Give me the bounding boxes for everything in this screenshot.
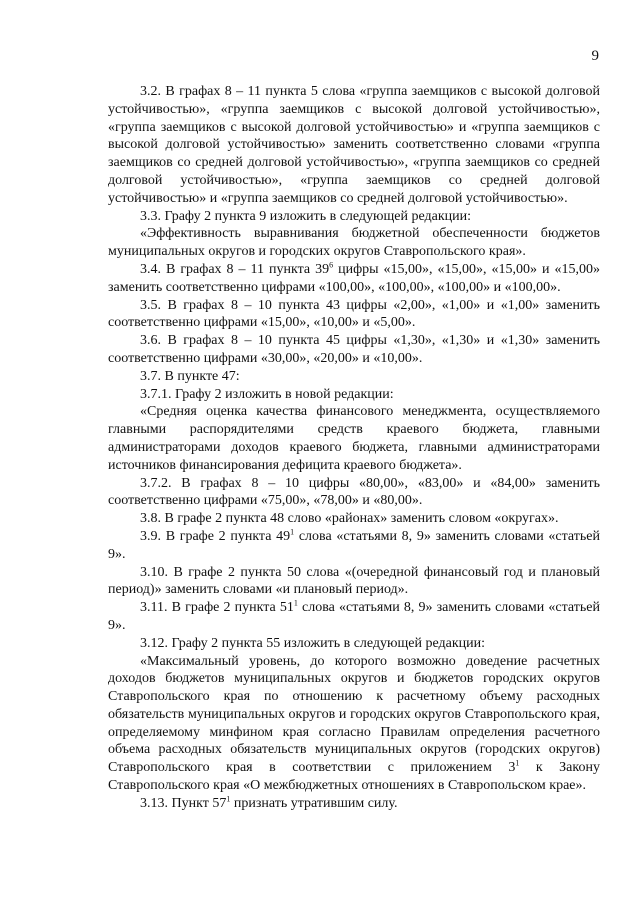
- paragraph-3-8: [108, 510, 600, 528]
- superscript: 1: [515, 758, 520, 768]
- paragraph-3-3: [108, 208, 600, 226]
- paragraph-3-12: [108, 635, 600, 653]
- document-body: [108, 83, 600, 813]
- paragraph-text: слова «статьями 8, 9» заменить словами «статьей 9».: [108, 600, 600, 633]
- paragraph-3-13: [108, 795, 600, 813]
- paragraph-3-4: [108, 261, 600, 297]
- superscript: 1: [290, 527, 295, 537]
- paragraph-3-7-2: [108, 475, 600, 511]
- superscript: 1: [226, 794, 231, 804]
- paragraph-3-3-quote: [108, 225, 600, 261]
- paragraph-3-12-quote: [108, 653, 600, 795]
- paragraph-text: «Максимальный уровень, до которого возможно доведение расчетных доходов бюджетов муниципальных округов и бюджетов городских округов Ставропольского края по отношению к расчетному объему расходных обязательств муниципальных округов и городских округов Ставропольского края, определяемому минфином края согласно Правилам определения расчетного объема расходных обязательств муниципальных округов (городских округов) Ставропольского края в соответствии с приложением 3: [108, 653, 600, 776]
- paragraph-text: 3.10. В графе 2 пункта 50 слова «(очередной финансовый год и плановый период)» заменить словами «и плановый период».: [108, 564, 600, 598]
- paragraph-text: «Эффективность выравнивания бюджетной обеспеченности бюджетов муниципальных округов и городских округов Ставропольского края».: [108, 226, 600, 260]
- paragraph-text: 3.12. Графу 2 пункта 55 изложить в следующей редакции:: [140, 635, 486, 651]
- paragraph-3-7: [108, 368, 600, 386]
- paragraph-text: 3.7. В пункте 47:: [140, 368, 240, 384]
- paragraph-text: 3.7.1. Графу 2 изложить в новой редакции:: [140, 386, 394, 402]
- paragraph-3-10: [108, 564, 600, 600]
- superscript: 6: [329, 260, 334, 270]
- paragraph-3-7-1: [108, 386, 600, 404]
- paragraph-3-7-1-quote: [108, 403, 600, 474]
- paragraph-text: признать утратившим силу.: [230, 795, 398, 811]
- paragraph-3-11: [108, 599, 600, 635]
- paragraph-text: 3.7.2. В графах 8 – 10 цифры «80,00», «83,00» и «84,00» заменить соответственно цифрами «75,00», «78,00» и «80,00».: [108, 475, 600, 509]
- paragraph-text: 3.6. В графах 8 – 10 пункта 45 цифры «1,30», «1,30» и «1,30» заменить соответственно цифрами «30,00», «20,00» и «10,00».: [108, 333, 600, 366]
- page-number: 9: [591, 48, 599, 64]
- paragraph-text: слова «статьями 8, 9» заменить словами «статьей 9».: [108, 528, 600, 562]
- paragraph-text: цифры «15,00», «15,00», «15,00» и «15,00» заменить соответственно цифрами «100,00», «100,00», «100,00» и «100,00».: [108, 261, 600, 295]
- paragraph-text: 3.2. В графах 8 – 11 пункта 5 слова «группа заемщиков с высокой долговой устойчивостью», «группа заемщиков с высокой долговой устойчивостью», «группа заемщиков с высокой долговой устойчивостью» и «группа заемщиков с высокой долговой устойчивостью» заменить соответственно словами «группа заемщиков со средней долговой устойчивостью», «группа заемщиков со средней долговой устойчивостью», «группа заемщиков со средней долговой устойчивостью» и «группа заемщиков со средней долговой устойчивостью».: [108, 84, 600, 206]
- paragraph-text: 3.11. В графе 2 пункта 51: [140, 600, 294, 616]
- paragraph-text: 3.5. В графах 8 – 10 пункта 43 цифры «2,00», «1,00» и «1,00» заменить соответственно цифрами «15,00», «10,00» и «5,00».: [108, 297, 600, 331]
- paragraph-text: 3.8. В графе 2 пункта 48 слово «районах» заменить словом «округах».: [140, 511, 559, 527]
- paragraph-3-2: [108, 83, 600, 208]
- paragraph-3-9: [108, 528, 600, 564]
- paragraph-3-6: [108, 332, 600, 368]
- paragraph-text: к Закону Ставропольского края «О межбюджетных отношениях в Ставропольском крае».: [108, 760, 600, 794]
- paragraph-text: 3.9. В графе 2 пункта 49: [140, 528, 291, 544]
- paragraph-text: «Средняя оценка качества финансового менеджмента, осуществляемого главными распорядителями средств краевого бюджета, главными администраторами доходов краевого бюджета, главными администраторами источников финансирования дефицита краевого бюджета».: [108, 404, 600, 473]
- paragraph-3-5: [108, 297, 600, 333]
- superscript: 1: [293, 598, 298, 608]
- paragraph-text: 3.13. Пункт 57: [140, 795, 227, 811]
- paragraph-text: 3.3. Графу 2 пункта 9 изложить в следующей редакции:: [140, 208, 472, 224]
- paragraph-text: 3.4. В графах 8 – 11 пункта 39: [140, 261, 330, 277]
